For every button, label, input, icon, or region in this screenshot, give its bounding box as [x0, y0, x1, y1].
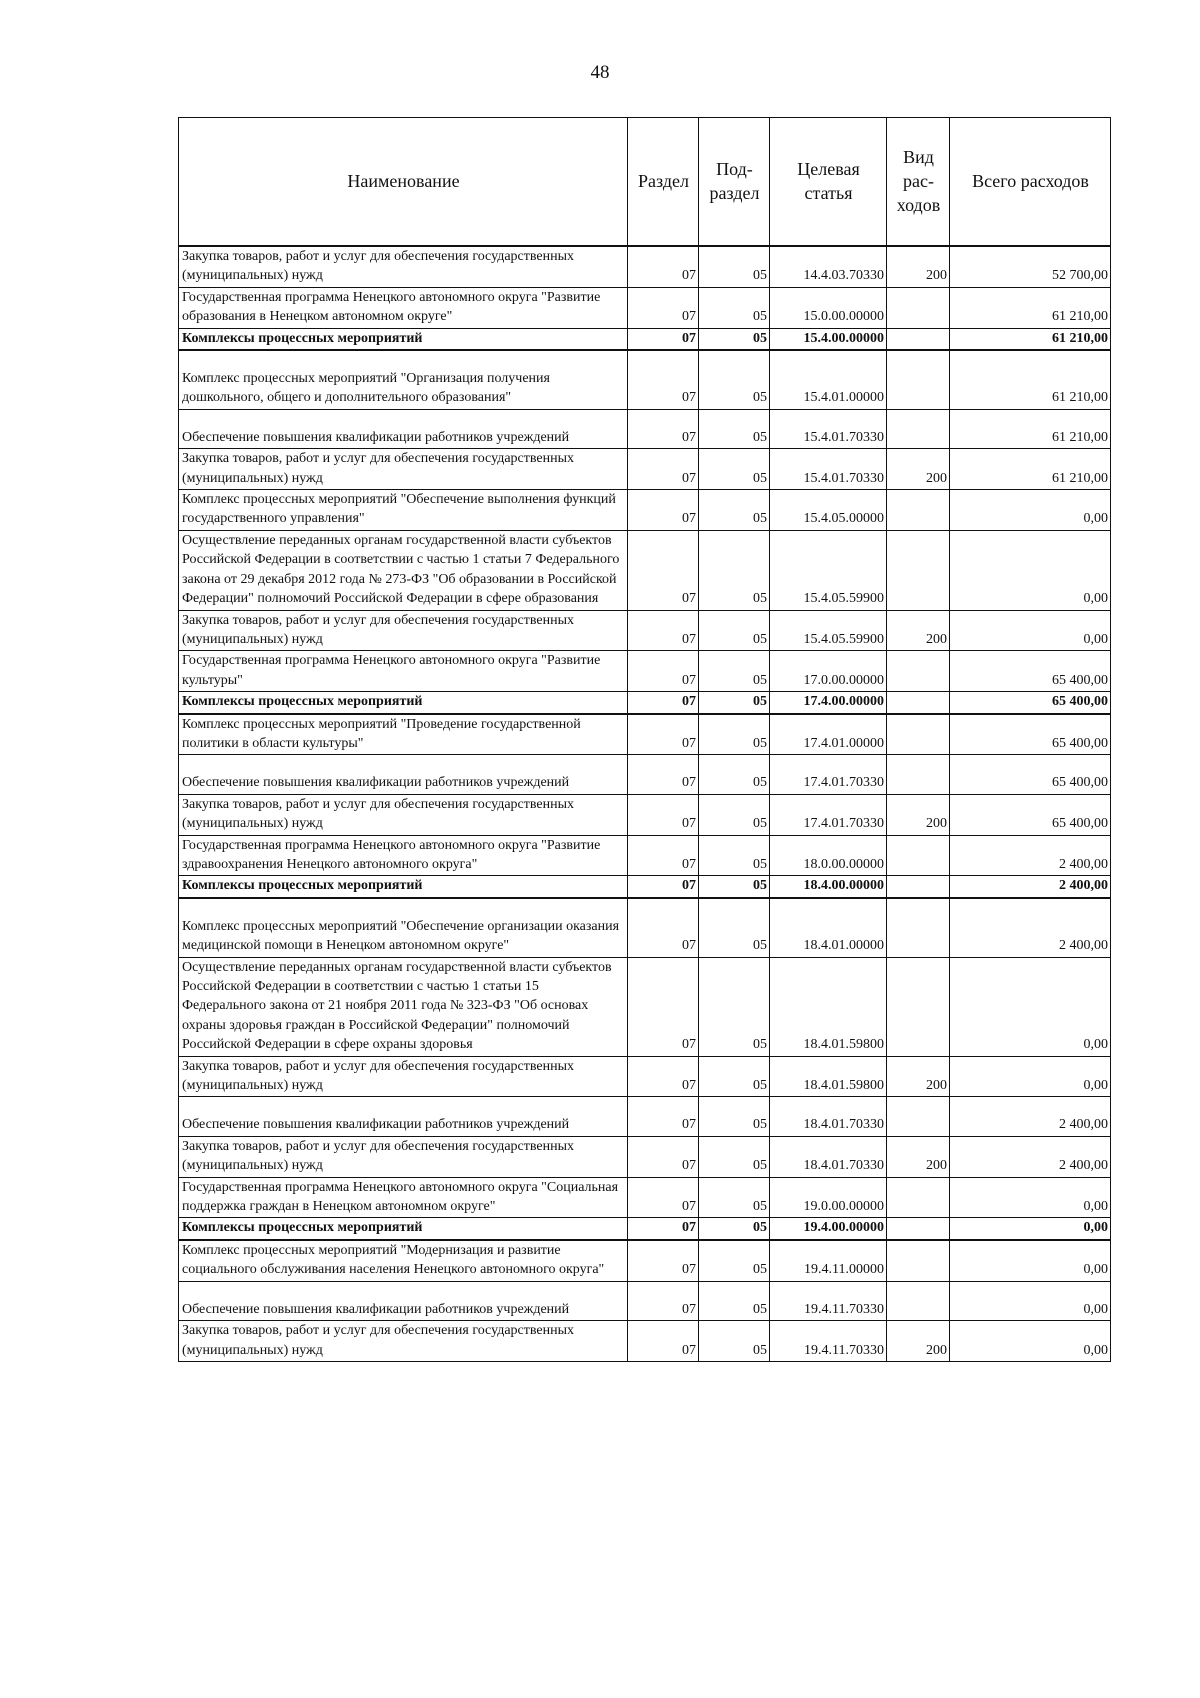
cell-subsection: 05: [699, 1056, 770, 1097]
cell-subsection: 05: [699, 246, 770, 287]
cell-target: 17.4.00.00000: [770, 692, 887, 714]
cell-target: 18.0.00.00000: [770, 835, 887, 876]
header-section: Раздел: [628, 118, 699, 247]
cell-total: 2 400,00: [950, 1136, 1111, 1177]
cell-section: 07: [628, 898, 699, 957]
cell-name: Закупка товаров, работ и услуг для обеспечения государственных (муниципальных) нужд: [179, 610, 628, 651]
cell-total: 65 400,00: [950, 651, 1111, 692]
cell-section: 07: [628, 794, 699, 835]
cell-total: 0,00: [950, 1056, 1111, 1097]
cell-section: 07: [628, 1321, 699, 1362]
cell-target: 15.0.00.00000: [770, 287, 887, 328]
cell-target: 18.4.01.00000: [770, 898, 887, 957]
cell-subsection: 05: [699, 957, 770, 1056]
cell-target: 18.4.00.00000: [770, 876, 887, 898]
cell-subsection: 05: [699, 898, 770, 957]
cell-expense-type: [887, 835, 950, 876]
cell-section: 07: [628, 530, 699, 610]
cell-target: 18.4.01.70330: [770, 1097, 887, 1136]
cell-expense-type: [887, 409, 950, 448]
cell-section: 07: [628, 957, 699, 1056]
table-row: [179, 1281, 1111, 1320]
cell-subsection: 05: [699, 449, 770, 490]
table-row: [179, 1136, 1111, 1177]
cell-expense-type: [887, 1218, 950, 1240]
cell-expense-type: [887, 1281, 950, 1320]
cell-total: 65 400,00: [950, 692, 1111, 714]
cell-expense-type: 200: [887, 1056, 950, 1097]
header-row: [179, 118, 1111, 247]
cell-section: 07: [628, 1056, 699, 1097]
cell-section: 07: [628, 287, 699, 328]
cell-expense-type: 200: [887, 794, 950, 835]
cell-name: Комплексы процессных мероприятий: [179, 876, 628, 898]
table-row: [179, 835, 1111, 876]
cell-name: Закупка товаров, работ и услуг для обеспечения государственных (муниципальных) нужд: [179, 794, 628, 835]
cell-section: 07: [628, 409, 699, 448]
cell-total: 65 400,00: [950, 755, 1111, 794]
cell-name: Комплексы процессных мероприятий: [179, 692, 628, 714]
cell-subsection: 05: [699, 409, 770, 448]
cell-name: Комплекс процессных мероприятий "Модернизация и развитие социального обслуживания населения Ненецкого автономного округа": [179, 1240, 628, 1281]
table-row: [179, 876, 1111, 898]
header-name: Наименование: [179, 118, 628, 247]
cell-name: Обеспечение повышения квалификации работников учреждений: [179, 1097, 628, 1136]
cell-subsection: 05: [699, 287, 770, 328]
cell-total: 61 210,00: [950, 287, 1111, 328]
cell-total: 65 400,00: [950, 794, 1111, 835]
cell-total: 2 400,00: [950, 898, 1111, 957]
table-body: [179, 246, 1111, 1361]
header-subsection: Под- раздел: [699, 118, 770, 247]
cell-total: 0,00: [950, 1177, 1111, 1218]
cell-total: 0,00: [950, 530, 1111, 610]
cell-target: 19.4.11.70330: [770, 1321, 887, 1362]
cell-target: 19.0.00.00000: [770, 1177, 887, 1218]
cell-section: 07: [628, 1281, 699, 1320]
cell-expense-type: [887, 1177, 950, 1218]
cell-subsection: 05: [699, 1321, 770, 1362]
cell-expense-type: [887, 692, 950, 714]
cell-expense-type: [887, 1097, 950, 1136]
cell-subsection: 05: [699, 490, 770, 531]
header-total: Всего расходов: [950, 118, 1111, 247]
cell-expense-type: [887, 530, 950, 610]
table-row: [179, 1218, 1111, 1240]
cell-subsection: 05: [699, 755, 770, 794]
cell-name: Комплекс процессных мероприятий "Организация получения дошкольного, общего и дополнительного образования": [179, 350, 628, 409]
cell-expense-type: [887, 350, 950, 409]
cell-section: 07: [628, 490, 699, 531]
cell-name: Государственная программа Ненецкого автономного округа "Развитие образования в Ненецком автономном округе": [179, 287, 628, 328]
cell-name: Обеспечение повышения квалификации работников учреждений: [179, 1281, 628, 1320]
cell-target: 17.4.01.00000: [770, 714, 887, 755]
table-row: [179, 714, 1111, 755]
cell-target: 15.4.05.59900: [770, 610, 887, 651]
cell-subsection: 05: [699, 1218, 770, 1240]
table-row: [179, 1321, 1111, 1362]
cell-total: 0,00: [950, 957, 1111, 1056]
table-row: [179, 1240, 1111, 1281]
cell-name: Закупка товаров, работ и услуг для обеспечения государственных (муниципальных) нужд: [179, 246, 628, 287]
page-number: 48: [590, 62, 610, 83]
cell-total: 0,00: [950, 1281, 1111, 1320]
cell-section: 07: [628, 350, 699, 409]
cell-total: 0,00: [950, 1321, 1111, 1362]
cell-expense-type: 200: [887, 449, 950, 490]
table-row: [179, 957, 1111, 1056]
cell-total: 0,00: [950, 610, 1111, 651]
cell-target: 15.4.01.00000: [770, 350, 887, 409]
cell-section: 07: [628, 1136, 699, 1177]
table-row: [179, 530, 1111, 610]
cell-target: 17.0.00.00000: [770, 651, 887, 692]
cell-expense-type: [887, 755, 950, 794]
cell-expense-type: [887, 898, 950, 957]
cell-target: 14.4.03.70330: [770, 246, 887, 287]
cell-section: 07: [628, 449, 699, 490]
cell-section: 07: [628, 755, 699, 794]
cell-total: 61 210,00: [950, 449, 1111, 490]
cell-name: Обеспечение повышения квалификации работников учреждений: [179, 409, 628, 448]
budget-table: [178, 117, 1111, 1362]
cell-name: Закупка товаров, работ и услуг для обеспечения государственных (муниципальных) нужд: [179, 1321, 628, 1362]
cell-name: Осуществление переданных органам государственной власти субъектов Российской Федерации в соответствии с частью 1 статьи 15 Федерального закона от 21 ноября 2011 года № 323-ФЗ "Об основах охраны здоровья граждан в Российской Федерации" полномочий Российской Федерации в сфере охраны здоровья: [179, 957, 628, 1056]
cell-section: 07: [628, 1097, 699, 1136]
cell-name: Государственная программа Ненецкого автономного округа "Развитие культуры": [179, 651, 628, 692]
cell-name: Комплексы процессных мероприятий: [179, 1218, 628, 1240]
cell-section: 07: [628, 876, 699, 898]
cell-name: Осуществление переданных органам государственной власти субъектов Российской Федерации в соответствии с частью 1 статьи 7 Федерального закона от 29 декабря 2012 года № 273-ФЗ "Об образовании в Российской Федерации" полномочий Российской Федерации в сфере образования: [179, 530, 628, 610]
cell-expense-type: [887, 714, 950, 755]
table-row: [179, 409, 1111, 448]
cell-total: 61 210,00: [950, 328, 1111, 350]
table-row: [179, 651, 1111, 692]
cell-name: Закупка товаров, работ и услуг для обеспечения государственных (муниципальных) нужд: [179, 1056, 628, 1097]
table-row: [179, 246, 1111, 287]
cell-name: Комплекс процессных мероприятий "Обеспечение организации оказания медицинской помощи в Ненецком автономном округе": [179, 898, 628, 957]
cell-target: 19.4.11.00000: [770, 1240, 887, 1281]
cell-subsection: 05: [699, 350, 770, 409]
cell-subsection: 05: [699, 651, 770, 692]
cell-expense-type: 200: [887, 610, 950, 651]
cell-subsection: 05: [699, 1240, 770, 1281]
table-row: [179, 449, 1111, 490]
table-row: [179, 490, 1111, 531]
cell-expense-type: [887, 287, 950, 328]
cell-expense-type: [887, 328, 950, 350]
cell-name: Обеспечение повышения квалификации работников учреждений: [179, 755, 628, 794]
cell-name: Комплекс процессных мероприятий "Проведение государственной политики в области культуры": [179, 714, 628, 755]
cell-expense-type: [887, 651, 950, 692]
cell-target: 19.4.00.00000: [770, 1218, 887, 1240]
cell-subsection: 05: [699, 794, 770, 835]
cell-expense-type: [887, 876, 950, 898]
cell-total: 2 400,00: [950, 1097, 1111, 1136]
cell-target: 15.4.00.00000: [770, 328, 887, 350]
table-row: [179, 1056, 1111, 1097]
cell-section: 07: [628, 835, 699, 876]
cell-target: 18.4.01.70330: [770, 1136, 887, 1177]
cell-subsection: 05: [699, 1177, 770, 1218]
cell-total: 65 400,00: [950, 714, 1111, 755]
cell-target: 18.4.01.59800: [770, 957, 887, 1056]
cell-subsection: 05: [699, 1136, 770, 1177]
table-row: [179, 610, 1111, 651]
cell-total: 2 400,00: [950, 876, 1111, 898]
cell-total: 0,00: [950, 1218, 1111, 1240]
cell-section: 07: [628, 1177, 699, 1218]
cell-total: 52 700,00: [950, 246, 1111, 287]
table-row: [179, 794, 1111, 835]
cell-subsection: 05: [699, 876, 770, 898]
cell-total: 0,00: [950, 490, 1111, 531]
table-row: [179, 1097, 1111, 1136]
cell-expense-type: 200: [887, 1321, 950, 1362]
cell-section: 07: [628, 1240, 699, 1281]
cell-subsection: 05: [699, 328, 770, 350]
table-row: [179, 692, 1111, 714]
cell-section: 07: [628, 246, 699, 287]
cell-name: Закупка товаров, работ и услуг для обеспечения государственных (муниципальных) нужд: [179, 1136, 628, 1177]
cell-subsection: 05: [699, 1281, 770, 1320]
cell-name: Государственная программа Ненецкого автономного округа "Социальная поддержка граждан в Ненецком автономном округе": [179, 1177, 628, 1218]
cell-subsection: 05: [699, 692, 770, 714]
cell-subsection: 05: [699, 1097, 770, 1136]
cell-expense-type: 200: [887, 246, 950, 287]
cell-total: 2 400,00: [950, 835, 1111, 876]
cell-expense-type: [887, 1240, 950, 1281]
cell-section: 07: [628, 692, 699, 714]
table-row: [179, 898, 1111, 957]
cell-target: 18.4.01.59800: [770, 1056, 887, 1097]
cell-target: 15.4.05.00000: [770, 490, 887, 531]
cell-total: 0,00: [950, 1240, 1111, 1281]
table-row: [179, 1177, 1111, 1218]
cell-section: 07: [628, 328, 699, 350]
cell-subsection: 05: [699, 610, 770, 651]
header-expense-type: Вид рас- ходов: [887, 118, 950, 247]
table-row: [179, 755, 1111, 794]
table-row: [179, 328, 1111, 350]
cell-target: 15.4.01.70330: [770, 449, 887, 490]
table-row: [179, 287, 1111, 328]
cell-target: 15.4.01.70330: [770, 409, 887, 448]
cell-target: 17.4.01.70330: [770, 794, 887, 835]
cell-target: 15.4.05.59900: [770, 530, 887, 610]
table-row: [179, 350, 1111, 409]
cell-name: Комплексы процессных мероприятий: [179, 328, 628, 350]
cell-total: 61 210,00: [950, 409, 1111, 448]
cell-name: Комплекс процессных мероприятий "Обеспечение выполнения функций государственного управления": [179, 490, 628, 531]
cell-expense-type: 200: [887, 1136, 950, 1177]
cell-total: 61 210,00: [950, 350, 1111, 409]
cell-expense-type: [887, 490, 950, 531]
header-target: Целевая статья: [770, 118, 887, 247]
cell-section: 07: [628, 714, 699, 755]
cell-expense-type: [887, 957, 950, 1056]
cell-subsection: 05: [699, 714, 770, 755]
cell-target: 17.4.01.70330: [770, 755, 887, 794]
cell-section: 07: [628, 651, 699, 692]
cell-name: Закупка товаров, работ и услуг для обеспечения государственных (муниципальных) нужд: [179, 449, 628, 490]
cell-subsection: 05: [699, 530, 770, 610]
cell-section: 07: [628, 1218, 699, 1240]
cell-subsection: 05: [699, 835, 770, 876]
cell-name: Государственная программа Ненецкого автономного округа "Развитие здравоохранения Ненецкого автономного округа": [179, 835, 628, 876]
cell-section: 07: [628, 610, 699, 651]
cell-target: 19.4.11.70330: [770, 1281, 887, 1320]
